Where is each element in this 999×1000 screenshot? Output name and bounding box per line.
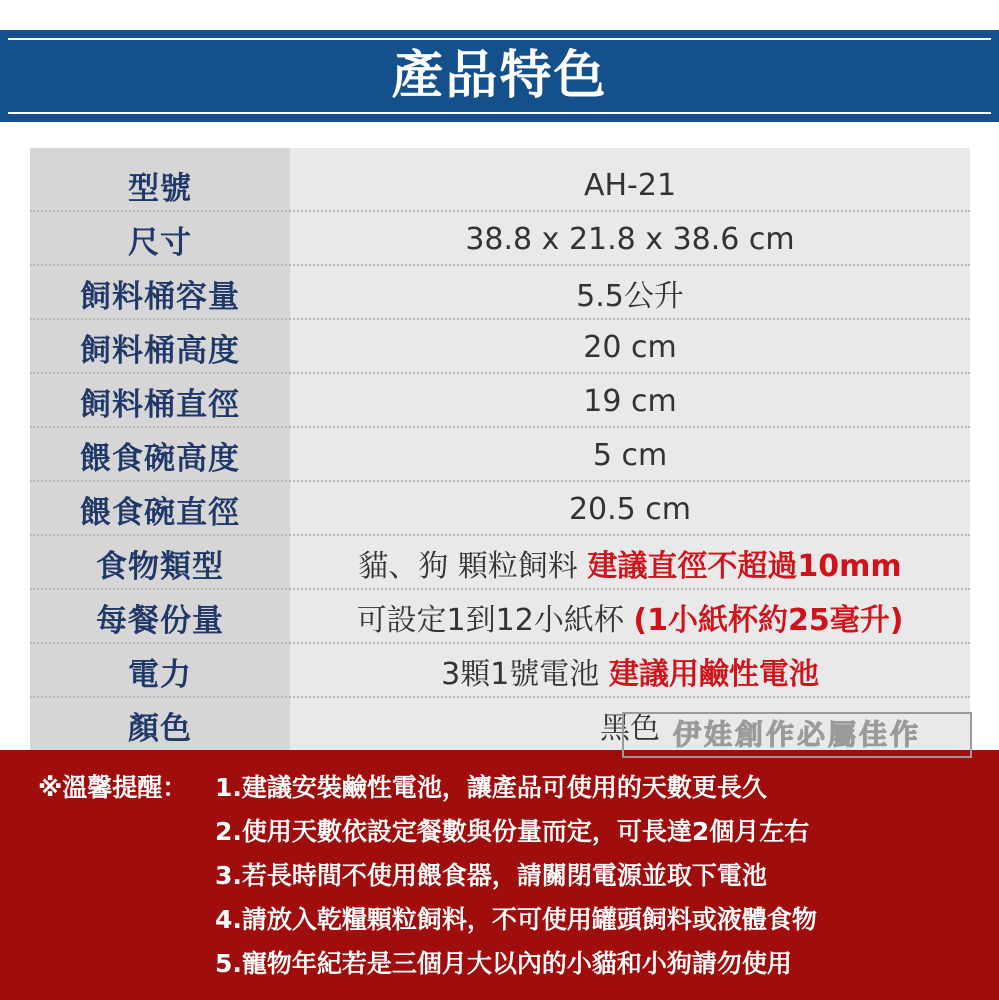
spec-label: 每餐份量 [96, 602, 224, 639]
spec-value-text: 3顆1號電池 [441, 657, 600, 692]
spec-value [290, 492, 970, 527]
spec-label: 顏色 [128, 710, 192, 747]
spec-value [290, 438, 970, 473]
spec-value-text: AH-21 [583, 167, 677, 203]
spec-note: (1小紙杯約25毫升) [633, 603, 904, 638]
spec-label: 飼料桶高度 [80, 332, 240, 369]
spec-label: 飼料桶直徑 [80, 386, 240, 423]
spec-label: 電力 [128, 656, 192, 693]
spec-label: 餵食碗直徑 [80, 494, 240, 531]
notice-item: 4.請放入乾糧顆粒飼料，不可使用罐頭飼料或液體食物 [215, 905, 817, 934]
spec-table [30, 148, 970, 750]
spec-row-size [30, 212, 970, 266]
spec-value-text: 20 cm [583, 329, 677, 365]
spec-note: 建議用鹼性電池 [608, 657, 819, 692]
spec-label: 食物類型 [96, 548, 224, 585]
spec-value [290, 222, 970, 257]
spec-value [290, 168, 970, 203]
spec-row-hopper-height [30, 320, 970, 374]
spec-label: 型號 [128, 170, 192, 207]
spec-value-text: 20.5 cm [568, 491, 692, 527]
spec-row-bowl-diameter [30, 482, 970, 536]
spec-label: 尺寸 [128, 224, 192, 261]
spec-value-text: 5.5公升 [576, 279, 684, 314]
spec-label: 餵食碗高度 [80, 440, 240, 477]
notice-item: 2.使用天數依設定餐數與份量而定，可長達2個月左右 [215, 817, 810, 846]
spec-row-power [30, 644, 970, 698]
notice-item: 5.寵物年紀若是三個月大以內的小貓和小狗請勿使用 [215, 949, 792, 978]
spec-row-portion [30, 590, 970, 644]
banner-top-rule [8, 38, 991, 40]
watermark-stamp: 伊娃創作必屬佳作 [622, 712, 972, 758]
spec-row-hopper-diameter [30, 374, 970, 428]
notice-item: 3.若長時間不使用餵食器，請關閉電源並取下電池 [215, 861, 767, 890]
spec-value [290, 649, 970, 693]
spec-row-model [30, 158, 970, 212]
notice-item: 1.建議安裝鹼性電池，讓產品可使用的天數更長久 [215, 773, 767, 802]
spec-value-text: 19 cm [583, 383, 677, 419]
spec-row-bowl-height [30, 428, 970, 482]
header-banner [0, 30, 999, 122]
spec-value-text: 貓、狗 顆粒飼料 [358, 549, 578, 584]
spec-row-hopper-capacity [30, 266, 970, 320]
spec-value-text: 黑色 [600, 711, 660, 746]
notice-panel [0, 750, 999, 1000]
spec-value-text: 5 cm [592, 437, 668, 473]
spec-note: 建議直徑不超過10mm [587, 549, 902, 584]
spec-value-text: 38.8 x 21.8 x 38.6 cm [465, 221, 795, 257]
notice-prefix: ※溫馨提醒： [38, 773, 188, 802]
spec-value [290, 595, 970, 639]
spec-value [290, 384, 970, 419]
spec-value [290, 541, 970, 585]
spec-row-food-type [30, 536, 970, 590]
spec-label: 飼料桶容量 [80, 278, 240, 315]
page-title: 產品特色 [391, 46, 608, 106]
banner-bottom-rule [8, 112, 991, 114]
spec-value [290, 330, 970, 365]
spec-value-text: 可設定1到12小紙杯 [356, 603, 624, 638]
spec-value [290, 271, 970, 315]
